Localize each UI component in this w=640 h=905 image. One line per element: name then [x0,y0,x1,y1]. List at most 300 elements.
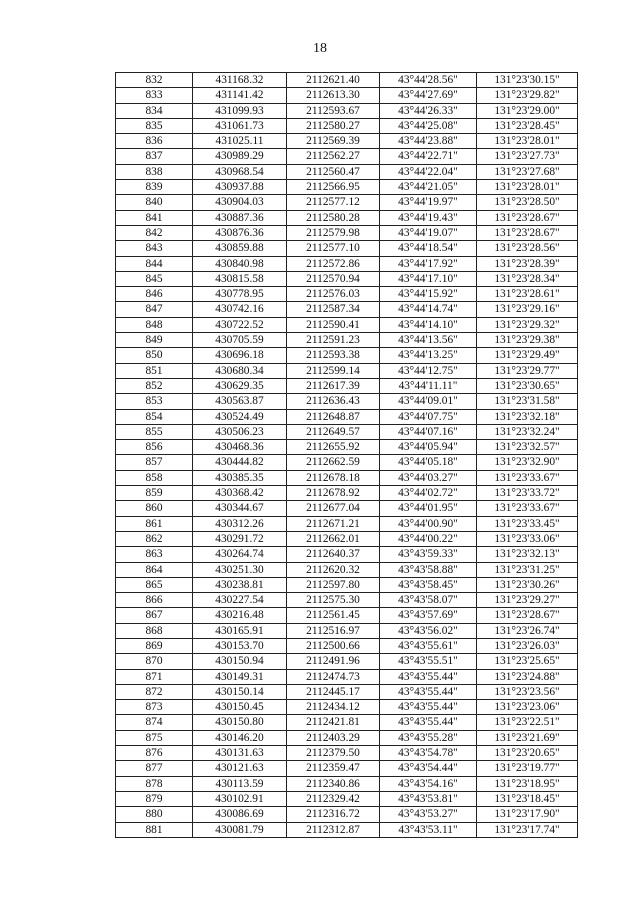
latitude-cell: 43°43'58.07" [380,593,477,608]
latitude-cell: 43°43'59.33" [380,547,477,562]
point-number-cell: 867 [116,608,193,623]
x-coordinate-cell: 430705.59 [193,333,287,348]
latitude-cell: 43°44'01.95" [380,501,477,516]
table-row [116,256,578,271]
y-coordinate-cell: 2112562.27 [287,149,380,164]
latitude-cell: 43°43'58.88" [380,562,477,577]
y-coordinate-cell: 2112636.43 [287,394,380,409]
latitude-cell: 43°43'57.69" [380,608,477,623]
longitude-cell: 131°23'33.67" [477,470,578,485]
latitude-cell: 43°44'07.16" [380,424,477,439]
table-row [116,730,578,745]
point-number-cell: 851 [116,363,193,378]
x-coordinate-cell: 430149.31 [193,669,287,684]
x-coordinate-cell: 430102.91 [193,791,287,806]
longitude-cell: 131°23'31.58" [477,394,578,409]
table-row [116,225,578,240]
y-coordinate-cell: 2112500.66 [287,638,380,653]
y-coordinate-cell: 2112599.14 [287,363,380,378]
y-coordinate-cell: 2112569.39 [287,134,380,149]
point-number-cell: 856 [116,440,193,455]
latitude-cell: 43°43'55.44" [380,669,477,684]
latitude-cell: 43°43'55.44" [380,700,477,715]
latitude-cell: 43°44'13.25" [380,348,477,363]
x-coordinate-cell: 431061.73 [193,118,287,133]
x-coordinate-cell: 430113.59 [193,776,287,791]
y-coordinate-cell: 2112613.30 [287,88,380,103]
latitude-cell: 43°44'15.92" [380,287,477,302]
coordinates-table [115,72,578,838]
latitude-cell: 43°44'23.88" [380,134,477,149]
table-row [116,134,578,149]
longitude-cell: 131°23'28.56" [477,241,578,256]
table-row [116,424,578,439]
latitude-cell: 43°44'21.05" [380,180,477,195]
point-number-cell: 849 [116,333,193,348]
table-row [116,348,578,363]
point-number-cell: 861 [116,516,193,531]
longitude-cell: 131°23'18.95" [477,776,578,791]
table-row [116,562,578,577]
x-coordinate-cell: 430150.45 [193,700,287,715]
table-row [116,654,578,669]
table-row [116,363,578,378]
longitude-cell: 131°23'19.77" [477,761,578,776]
x-coordinate-cell: 430131.63 [193,746,287,761]
table-row [116,470,578,485]
point-number-cell: 872 [116,684,193,699]
latitude-cell: 43°44'22.04" [380,164,477,179]
point-number-cell: 844 [116,256,193,271]
table-row [116,118,578,133]
x-coordinate-cell: 430468.36 [193,440,287,455]
longitude-cell: 131°23'29.00" [477,103,578,118]
x-coordinate-cell: 430563.87 [193,394,287,409]
longitude-cell: 131°23'21.69" [477,730,578,745]
x-coordinate-cell: 430840.98 [193,256,287,271]
x-coordinate-cell: 430629.35 [193,378,287,393]
table-row [116,409,578,424]
point-number-cell: 834 [116,103,193,118]
point-number-cell: 840 [116,195,193,210]
longitude-cell: 131°23'29.38" [477,333,578,348]
x-coordinate-cell: 430680.34 [193,363,287,378]
x-coordinate-cell: 430444.82 [193,455,287,470]
point-number-cell: 875 [116,730,193,745]
y-coordinate-cell: 2112662.59 [287,455,380,470]
table-row [116,73,578,88]
table-row [116,791,578,806]
y-coordinate-cell: 2112491.96 [287,654,380,669]
longitude-cell: 131°23'32.18" [477,409,578,424]
table-row [116,516,578,531]
longitude-cell: 131°23'32.90" [477,455,578,470]
table-row [116,623,578,638]
table-row [116,547,578,562]
table-row [116,746,578,761]
longitude-cell: 131°23'29.32" [477,317,578,332]
point-number-cell: 838 [116,164,193,179]
x-coordinate-cell: 430368.42 [193,486,287,501]
longitude-cell: 131°23'28.50" [477,195,578,210]
x-coordinate-cell: 431168.32 [193,73,287,88]
y-coordinate-cell: 2112576.03 [287,287,380,302]
point-number-cell: 850 [116,348,193,363]
y-coordinate-cell: 2112560.47 [287,164,380,179]
latitude-cell: 43°44'25.08" [380,118,477,133]
latitude-cell: 43°44'14.74" [380,302,477,317]
longitude-cell: 131°23'28.34" [477,271,578,286]
y-coordinate-cell: 2112580.27 [287,118,380,133]
x-coordinate-cell: 430251.30 [193,562,287,577]
x-coordinate-cell: 430153.70 [193,638,287,653]
longitude-cell: 131°23'28.67" [477,210,578,225]
longitude-cell: 131°23'33.06" [477,531,578,546]
latitude-cell: 43°44'13.56" [380,333,477,348]
longitude-cell: 131°23'27.68" [477,164,578,179]
y-coordinate-cell: 2112677.04 [287,501,380,516]
y-coordinate-cell: 2112662.01 [287,531,380,546]
longitude-cell: 131°23'33.72" [477,486,578,501]
table-row [116,807,578,822]
point-number-cell: 858 [116,470,193,485]
latitude-cell: 43°43'53.27" [380,807,477,822]
x-coordinate-cell: 431141.42 [193,88,287,103]
longitude-cell: 131°23'30.65" [477,378,578,393]
table-row [116,822,578,837]
y-coordinate-cell: 2112678.92 [287,486,380,501]
y-coordinate-cell: 2112434.12 [287,700,380,715]
point-number-cell: 874 [116,715,193,730]
latitude-cell: 43°43'54.78" [380,746,477,761]
y-coordinate-cell: 2112649.57 [287,424,380,439]
point-number-cell: 863 [116,547,193,562]
latitude-cell: 43°44'27.69" [380,88,477,103]
y-coordinate-cell: 2112561.45 [287,608,380,623]
table-row [116,302,578,317]
longitude-cell: 131°23'20.65" [477,746,578,761]
longitude-cell: 131°23'33.45" [477,516,578,531]
longitude-cell: 131°23'30.26" [477,577,578,592]
y-coordinate-cell: 2112593.38 [287,348,380,363]
latitude-cell: 43°44'00.90" [380,516,477,531]
table-row [116,394,578,409]
table-row [116,440,578,455]
y-coordinate-cell: 2112671.21 [287,516,380,531]
point-number-cell: 869 [116,638,193,653]
point-number-cell: 865 [116,577,193,592]
y-coordinate-cell: 2112566.95 [287,180,380,195]
x-coordinate-cell: 430238.81 [193,577,287,592]
longitude-cell: 131°23'29.49" [477,348,578,363]
x-coordinate-cell: 430524.49 [193,409,287,424]
y-coordinate-cell: 2112577.10 [287,241,380,256]
latitude-cell: 43°43'55.44" [380,715,477,730]
point-number-cell: 837 [116,149,193,164]
point-number-cell: 846 [116,287,193,302]
longitude-cell: 131°23'23.06" [477,700,578,715]
x-coordinate-cell: 430146.20 [193,730,287,745]
latitude-cell: 43°43'55.61" [380,638,477,653]
x-coordinate-cell: 430150.14 [193,684,287,699]
y-coordinate-cell: 2112579.98 [287,225,380,240]
table-row [116,88,578,103]
longitude-cell: 131°23'18.45" [477,791,578,806]
point-number-cell: 843 [116,241,193,256]
x-coordinate-cell: 430876.36 [193,225,287,240]
point-number-cell: 877 [116,761,193,776]
table-row [116,317,578,332]
longitude-cell: 131°23'29.77" [477,363,578,378]
longitude-cell: 131°23'28.01" [477,134,578,149]
latitude-cell: 43°44'26.33" [380,103,477,118]
point-number-cell: 857 [116,455,193,470]
table-row [116,378,578,393]
table-row [116,776,578,791]
latitude-cell: 43°43'54.44" [380,761,477,776]
table-row [116,501,578,516]
point-number-cell: 880 [116,807,193,822]
latitude-cell: 43°44'19.07" [380,225,477,240]
table-row [116,531,578,546]
table-row [116,210,578,225]
y-coordinate-cell: 2112597.80 [287,577,380,592]
point-number-cell: 848 [116,317,193,332]
point-number-cell: 866 [116,593,193,608]
longitude-cell: 131°23'32.24" [477,424,578,439]
longitude-cell: 131°23'29.27" [477,593,578,608]
longitude-cell: 131°23'33.67" [477,501,578,516]
x-coordinate-cell: 430887.36 [193,210,287,225]
longitude-cell: 131°23'28.67" [477,608,578,623]
y-coordinate-cell: 2112655.92 [287,440,380,455]
point-number-cell: 833 [116,88,193,103]
y-coordinate-cell: 2112620.32 [287,562,380,577]
latitude-cell: 43°44'17.92" [380,256,477,271]
latitude-cell: 43°43'54.16" [380,776,477,791]
x-coordinate-cell: 430291.72 [193,531,287,546]
x-coordinate-cell: 430150.80 [193,715,287,730]
point-number-cell: 832 [116,73,193,88]
y-coordinate-cell: 2112340.86 [287,776,380,791]
longitude-cell: 131°23'28.45" [477,118,578,133]
y-coordinate-cell: 2112312.87 [287,822,380,837]
table-row [116,164,578,179]
table-row [116,761,578,776]
longitude-cell: 131°23'28.61" [477,287,578,302]
longitude-cell: 131°23'23.56" [477,684,578,699]
latitude-cell: 43°44'14.10" [380,317,477,332]
point-number-cell: 871 [116,669,193,684]
x-coordinate-cell: 430937.88 [193,180,287,195]
latitude-cell: 43°44'03.27" [380,470,477,485]
y-coordinate-cell: 2112474.73 [287,669,380,684]
table-row [116,241,578,256]
x-coordinate-cell: 430722.52 [193,317,287,332]
y-coordinate-cell: 2112591.23 [287,333,380,348]
longitude-cell: 131°23'24.88" [477,669,578,684]
y-coordinate-cell: 2112640.37 [287,547,380,562]
point-number-cell: 860 [116,501,193,516]
latitude-cell: 43°44'22.71" [380,149,477,164]
point-number-cell: 836 [116,134,193,149]
table-row [116,180,578,195]
x-coordinate-cell: 430385.35 [193,470,287,485]
point-number-cell: 847 [116,302,193,317]
x-coordinate-cell: 430165.91 [193,623,287,638]
table-row [116,608,578,623]
point-number-cell: 870 [116,654,193,669]
point-number-cell: 862 [116,531,193,546]
y-coordinate-cell: 2112621.40 [287,73,380,88]
latitude-cell: 43°44'07.75" [380,409,477,424]
y-coordinate-cell: 2112329.42 [287,791,380,806]
x-coordinate-cell: 430216.48 [193,608,287,623]
latitude-cell: 43°43'53.81" [380,791,477,806]
longitude-cell: 131°23'29.82" [477,88,578,103]
x-coordinate-cell: 430312.26 [193,516,287,531]
latitude-cell: 43°43'55.28" [380,730,477,745]
table-row [116,577,578,592]
x-coordinate-cell: 430121.63 [193,761,287,776]
latitude-cell: 43°43'55.44" [380,684,477,699]
table-row [116,638,578,653]
x-coordinate-cell: 430150.94 [193,654,287,669]
longitude-cell: 131°23'22.51" [477,715,578,730]
point-number-cell: 879 [116,791,193,806]
x-coordinate-cell: 430227.54 [193,593,287,608]
point-number-cell: 876 [116,746,193,761]
longitude-cell: 131°23'31.25" [477,562,578,577]
y-coordinate-cell: 2112617.39 [287,378,380,393]
coordinates-table-body [116,73,578,838]
latitude-cell: 43°44'00.22" [380,531,477,546]
x-coordinate-cell: 430264.74 [193,547,287,562]
x-coordinate-cell: 430968.54 [193,164,287,179]
point-number-cell: 841 [116,210,193,225]
table-row [116,684,578,699]
table-row [116,700,578,715]
longitude-cell: 131°23'17.90" [477,807,578,822]
longitude-cell: 131°23'30.15" [477,73,578,88]
table-row [116,455,578,470]
x-coordinate-cell: 430344.67 [193,501,287,516]
latitude-cell: 43°44'17.10" [380,271,477,286]
y-coordinate-cell: 2112575.30 [287,593,380,608]
point-number-cell: 878 [116,776,193,791]
latitude-cell: 43°43'56.02" [380,623,477,638]
latitude-cell: 43°44'05.18" [380,455,477,470]
x-coordinate-cell: 430081.79 [193,822,287,837]
x-coordinate-cell: 430989.29 [193,149,287,164]
latitude-cell: 43°44'02.72" [380,486,477,501]
x-coordinate-cell: 430742.16 [193,302,287,317]
longitude-cell: 131°23'25.65" [477,654,578,669]
y-coordinate-cell: 2112403.29 [287,730,380,745]
point-number-cell: 852 [116,378,193,393]
y-coordinate-cell: 2112577.12 [287,195,380,210]
latitude-cell: 43°44'19.97" [380,195,477,210]
point-number-cell: 873 [116,700,193,715]
longitude-cell: 131°23'26.03" [477,638,578,653]
point-number-cell: 845 [116,271,193,286]
x-coordinate-cell: 430859.88 [193,241,287,256]
latitude-cell: 43°44'18.54" [380,241,477,256]
point-number-cell: 859 [116,486,193,501]
longitude-cell: 131°23'32.13" [477,547,578,562]
longitude-cell: 131°23'26.74" [477,623,578,638]
table-row [116,195,578,210]
y-coordinate-cell: 2112379.50 [287,746,380,761]
longitude-cell: 131°23'27.73" [477,149,578,164]
point-number-cell: 864 [116,562,193,577]
point-number-cell: 854 [116,409,193,424]
latitude-cell: 43°44'09.01" [380,394,477,409]
latitude-cell: 43°44'12.75" [380,363,477,378]
y-coordinate-cell: 2112593.67 [287,103,380,118]
latitude-cell: 43°43'53.11" [380,822,477,837]
longitude-cell: 131°23'28.01" [477,180,578,195]
y-coordinate-cell: 2112678.18 [287,470,380,485]
y-coordinate-cell: 2112648.87 [287,409,380,424]
longitude-cell: 131°23'29.16" [477,302,578,317]
table-row [116,715,578,730]
table-row [116,669,578,684]
table-row [116,593,578,608]
latitude-cell: 43°44'05.94" [380,440,477,455]
point-number-cell: 881 [116,822,193,837]
table-row [116,486,578,501]
point-number-cell: 835 [116,118,193,133]
latitude-cell: 43°44'19.43" [380,210,477,225]
y-coordinate-cell: 2112572.86 [287,256,380,271]
y-coordinate-cell: 2112580.28 [287,210,380,225]
y-coordinate-cell: 2112590.41 [287,317,380,332]
table-row [116,149,578,164]
latitude-cell: 43°43'58.45" [380,577,477,592]
table-row [116,103,578,118]
longitude-cell: 131°23'28.67" [477,225,578,240]
table-row [116,287,578,302]
longitude-cell: 131°23'32.57" [477,440,578,455]
y-coordinate-cell: 2112316.72 [287,807,380,822]
page-number: 18 [313,41,327,56]
latitude-cell: 43°44'11.11" [380,378,477,393]
y-coordinate-cell: 2112516.97 [287,623,380,638]
longitude-cell: 131°23'28.39" [477,256,578,271]
x-coordinate-cell: 430778.95 [193,287,287,302]
point-number-cell: 853 [116,394,193,409]
y-coordinate-cell: 2112445.17 [287,684,380,699]
latitude-cell: 43°43'55.51" [380,654,477,669]
y-coordinate-cell: 2112359.47 [287,761,380,776]
x-coordinate-cell: 431099.93 [193,103,287,118]
table-row [116,271,578,286]
point-number-cell: 842 [116,225,193,240]
latitude-cell: 43°44'28.56" [380,73,477,88]
point-number-cell: 868 [116,623,193,638]
point-number-cell: 839 [116,180,193,195]
longitude-cell: 131°23'17.74" [477,822,578,837]
x-coordinate-cell: 430086.69 [193,807,287,822]
x-coordinate-cell: 430815.58 [193,271,287,286]
x-coordinate-cell: 430506.23 [193,424,287,439]
x-coordinate-cell: 430696.18 [193,348,287,363]
y-coordinate-cell: 2112421.81 [287,715,380,730]
y-coordinate-cell: 2112570.94 [287,271,380,286]
y-coordinate-cell: 2112587.34 [287,302,380,317]
table-row [116,333,578,348]
